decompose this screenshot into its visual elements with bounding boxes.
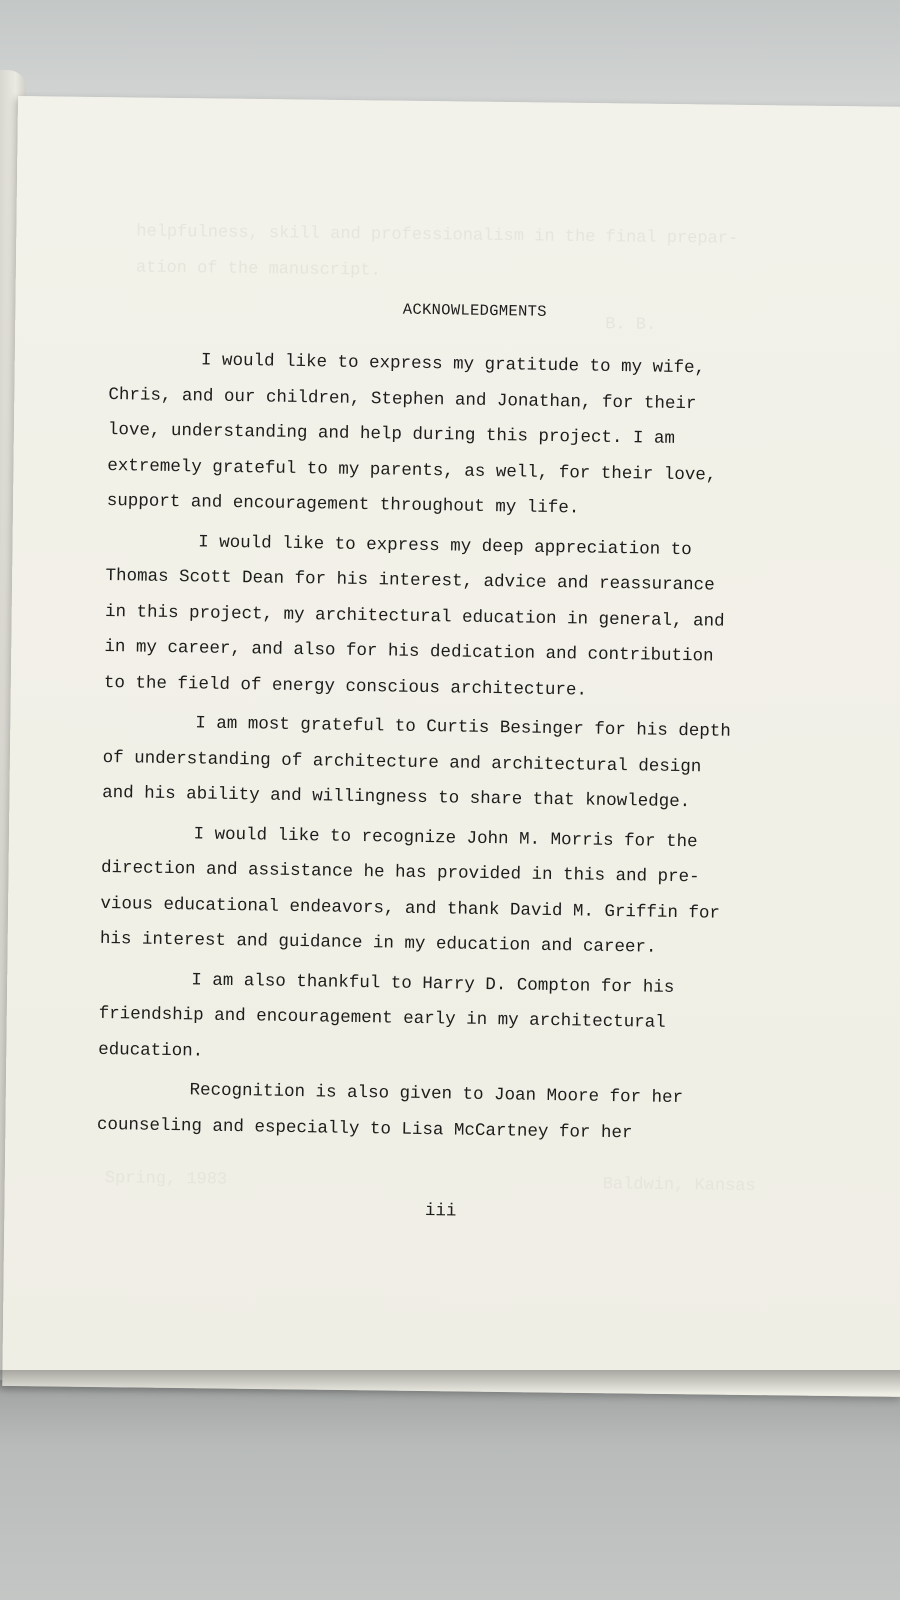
text-line: education. (98, 1039, 204, 1062)
text-line: in my career, and also for his dedication and contribution (104, 636, 714, 667)
page-shadow (0, 1370, 900, 1394)
text-line: love, understanding and help during this project. I am (107, 419, 676, 449)
text-line: I would like to recognize John M. Morris for the (193, 823, 698, 852)
page-heading: ACKNOWLEDGMENTS (402, 300, 547, 321)
text-line: vious educational endeavors, and thank David M. Griffin for (100, 893, 721, 924)
paragraph (97, 1072, 788, 1154)
text-line: I am most grateful to Curtis Besinger for his depth (195, 713, 731, 742)
paragraph (106, 342, 799, 530)
text-line: Thomas Scott Dean for his interest, advice and reassurance (105, 565, 715, 596)
paragraph-list (97, 342, 799, 1154)
bleed-through-text: ation of the manuscript. (135, 258, 381, 281)
bleed-through-text: Baldwin, Kansas (602, 1175, 756, 1197)
bleed-through-text: Spring, 1983 (104, 1169, 228, 1190)
paragraph (102, 705, 794, 822)
paragraph (100, 815, 792, 968)
background-bottom (0, 1380, 900, 1600)
text-line: to the field of energy conscious architecture. (103, 672, 588, 701)
bleed-through-text: helpfulness, skill and professionalism in the final prepar- (136, 222, 739, 249)
text-line: direction and assistance he has provided in this and pre- (100, 857, 700, 888)
text-line: friendship and encouragement early in my architectural (98, 1003, 666, 1033)
text-line: counseling and especially to Lisa McCartney for her (96, 1114, 633, 1143)
paragraph (104, 523, 797, 711)
text-line: of understanding of architecture and architectural design (102, 747, 702, 777)
text-line: Recognition is also given to Joan Moore for her (189, 1080, 684, 1109)
text-line: support and encouragement throughout my life. (106, 490, 580, 519)
text-line: Chris, and our children, Stephen and Jonathan, for their (108, 384, 697, 414)
text-line: I would like to express my gratitude to my wife, (200, 350, 706, 379)
text-line: his interest and guidance in my education and career. (99, 928, 657, 958)
text-line: I would like to express my deep appreciation to (197, 531, 692, 560)
text-line: in this project, my architectural education in general, and (104, 601, 725, 632)
text-line: and his ability and willingness to share that knowledge. (102, 782, 691, 813)
text-line: I am also thankful to Harry D. Compton for his (191, 969, 675, 998)
bleed-through-text: B. B. (605, 315, 657, 335)
paragraph (98, 961, 790, 1078)
page-number: iii (424, 1201, 457, 1222)
text-line: extremely grateful to my parents, as well, for their love, (107, 455, 717, 486)
